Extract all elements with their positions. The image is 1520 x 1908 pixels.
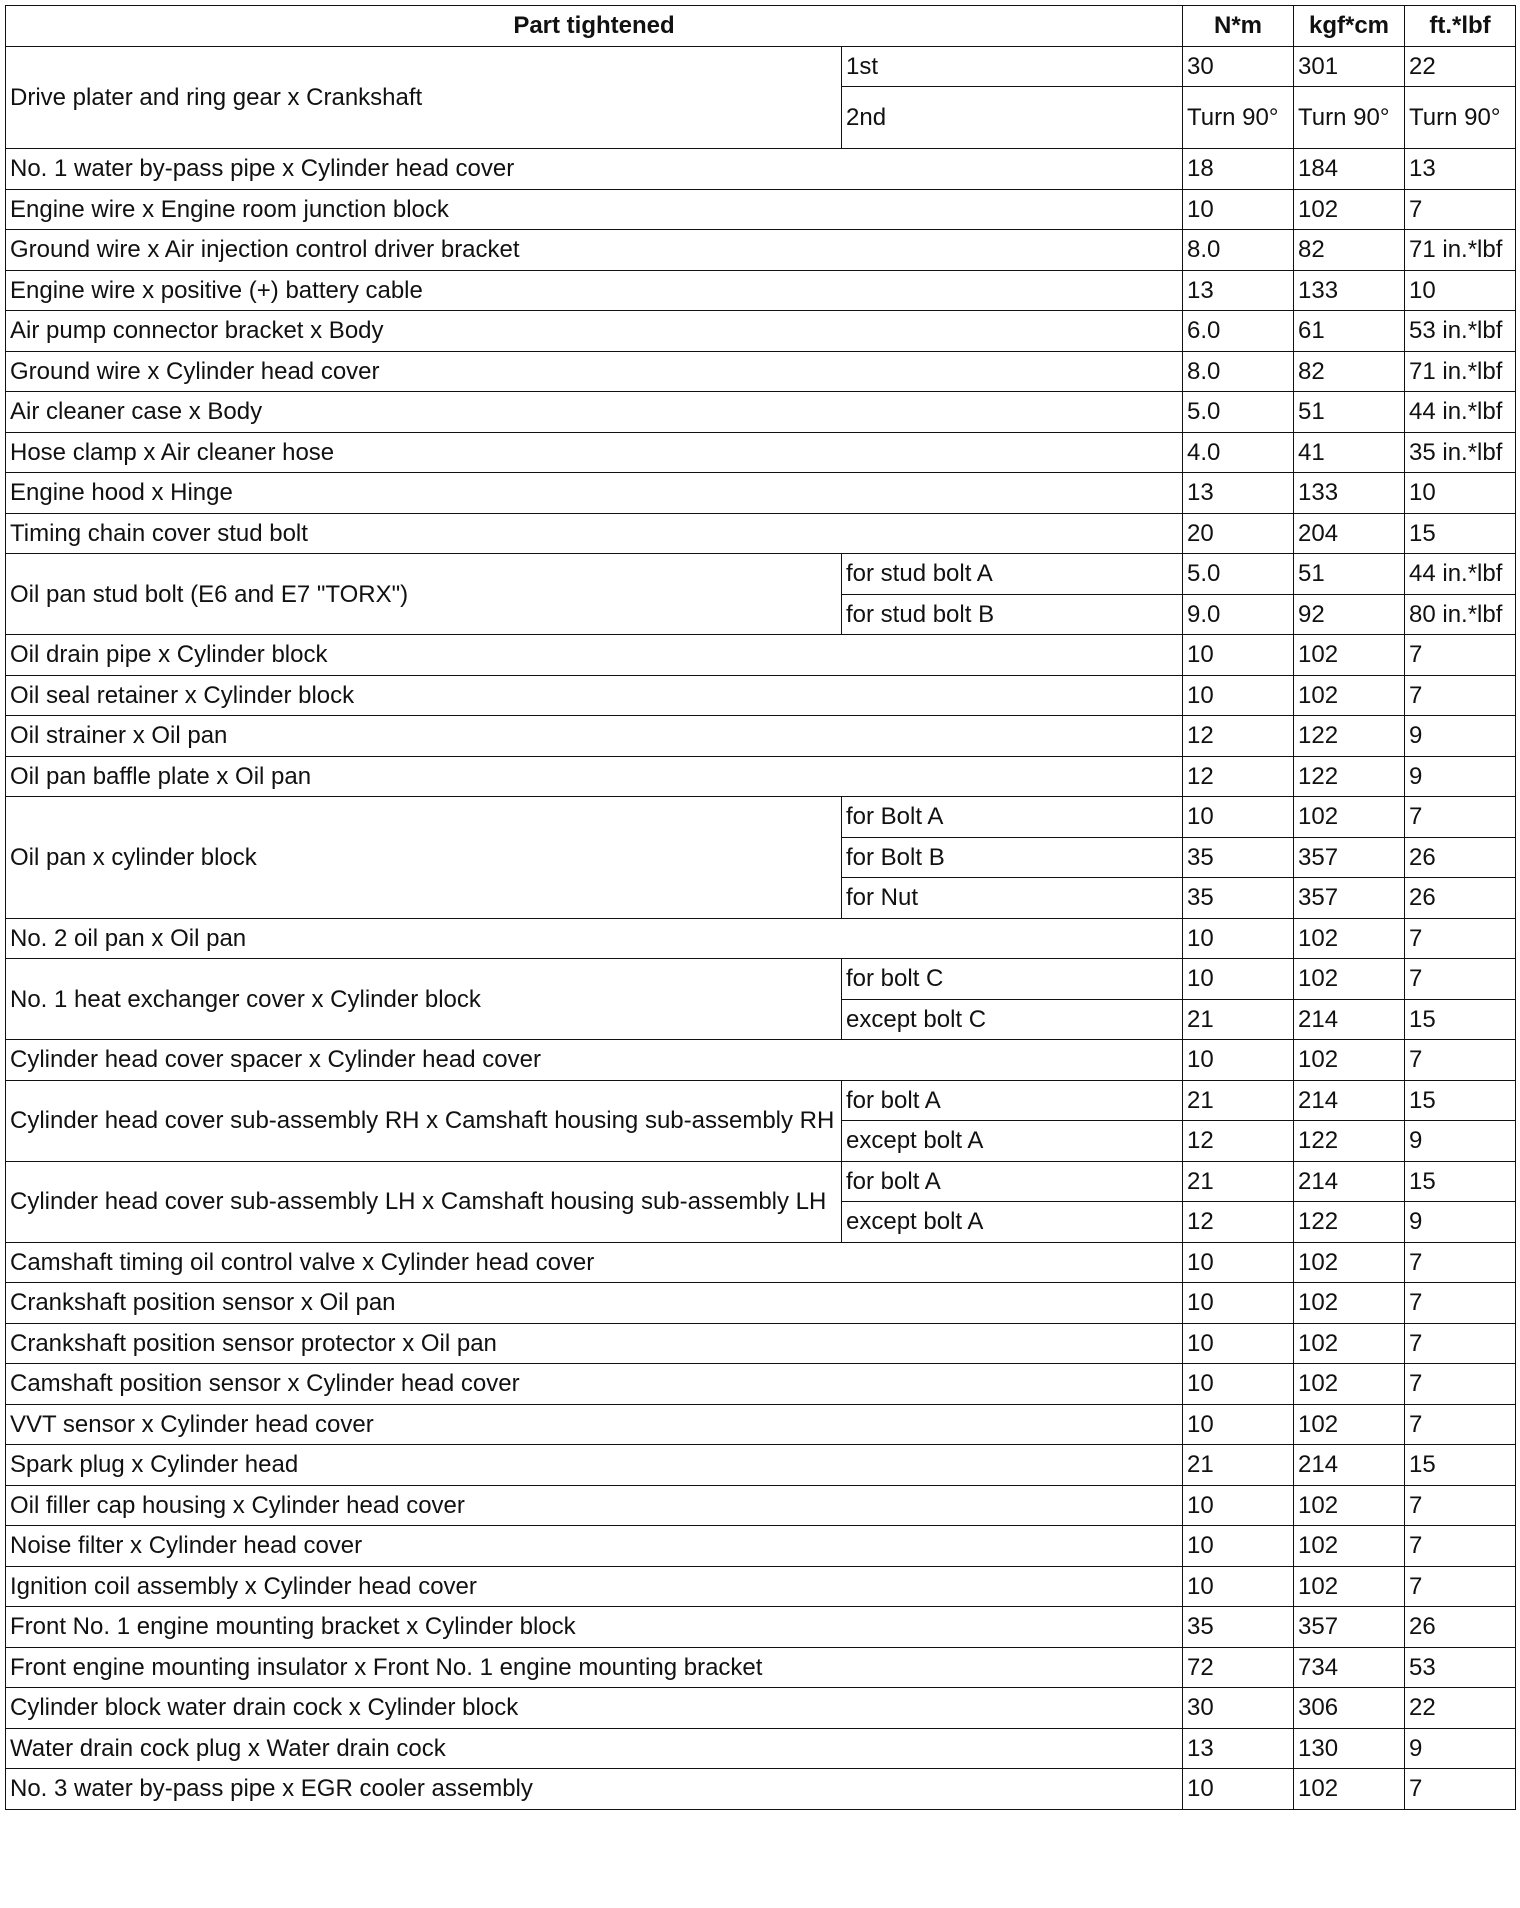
- table-row: [6, 1526, 1516, 1567]
- torque-kgfcm: 102: [1294, 1364, 1405, 1405]
- table-row: [6, 797, 1516, 838]
- table-row: [6, 46, 1516, 87]
- torque-ftlbf: 7: [1405, 1769, 1516, 1810]
- table-row: [6, 513, 1516, 554]
- table-row: [6, 1445, 1516, 1486]
- torque-kgfcm: 102: [1294, 1323, 1405, 1364]
- torque-kgfcm: 214: [1294, 1445, 1405, 1486]
- part-name: Ignition coil assembly x Cylinder head cover: [6, 1566, 1183, 1607]
- torque-kgfcm: 102: [1294, 1566, 1405, 1607]
- torque-kgfcm: 357: [1294, 878, 1405, 919]
- torque-ftlbf: 7: [1405, 918, 1516, 959]
- condition: except bolt A: [842, 1121, 1183, 1162]
- torque-ftlbf: 15: [1405, 1445, 1516, 1486]
- part-name: Cylinder head cover spacer x Cylinder head cover: [6, 1040, 1183, 1081]
- torque-kgfcm: 82: [1294, 351, 1405, 392]
- torque-kgfcm: 102: [1294, 189, 1405, 230]
- table-row: [6, 1040, 1516, 1081]
- torque-kgfcm: 102: [1294, 1404, 1405, 1445]
- torque-ftlbf: 7: [1405, 1323, 1516, 1364]
- torque-ftlbf: 10: [1405, 473, 1516, 514]
- part-name: Engine wire x Engine room junction block: [6, 189, 1183, 230]
- torque-ftlbf: 9: [1405, 1202, 1516, 1243]
- condition: for stud bolt A: [842, 554, 1183, 595]
- torque-specification-table: [5, 5, 1516, 1810]
- condition: for stud bolt B: [842, 594, 1183, 635]
- torque-kgfcm: 102: [1294, 959, 1405, 1000]
- condition: for bolt C: [842, 959, 1183, 1000]
- torque-ftlbf: Turn 90°: [1405, 87, 1516, 149]
- part-name: Spark plug x Cylinder head: [6, 1445, 1183, 1486]
- part-name: No. 2 oil pan x Oil pan: [6, 918, 1183, 959]
- torque-ftlbf: 7: [1405, 1040, 1516, 1081]
- torque-kgfcm: 102: [1294, 1242, 1405, 1283]
- torque-ftlbf: 10: [1405, 270, 1516, 311]
- part-name: Hose clamp x Air cleaner hose: [6, 432, 1183, 473]
- torque-nm: 10: [1183, 1323, 1294, 1364]
- condition: for bolt A: [842, 1161, 1183, 1202]
- header-part-tightened: Part tightened: [6, 6, 1183, 47]
- torque-ftlbf: 53 in.*lbf: [1405, 311, 1516, 352]
- torque-nm: 10: [1183, 1364, 1294, 1405]
- table-row: [6, 716, 1516, 757]
- torque-kgfcm: 92: [1294, 594, 1405, 635]
- table-row: [6, 756, 1516, 797]
- table-row: [6, 473, 1516, 514]
- torque-kgfcm: 133: [1294, 270, 1405, 311]
- torque-nm: 10: [1183, 635, 1294, 676]
- torque-nm: 10: [1183, 1769, 1294, 1810]
- torque-ftlbf: 7: [1405, 797, 1516, 838]
- torque-nm: 21: [1183, 1080, 1294, 1121]
- torque-kgfcm: 357: [1294, 837, 1405, 878]
- table-row: [6, 1566, 1516, 1607]
- torque-nm: 12: [1183, 1121, 1294, 1162]
- torque-ftlbf: 7: [1405, 1364, 1516, 1405]
- torque-nm: 35: [1183, 837, 1294, 878]
- torque-kgfcm: 184: [1294, 149, 1405, 190]
- part-name: No. 1 heat exchanger cover x Cylinder block: [6, 959, 842, 1040]
- condition: except bolt A: [842, 1202, 1183, 1243]
- part-name: Front engine mounting insulator x Front No. 1 engine mounting bracket: [6, 1647, 1183, 1688]
- torque-kgfcm: 102: [1294, 1040, 1405, 1081]
- part-name: Air cleaner case x Body: [6, 392, 1183, 433]
- torque-kgfcm: 102: [1294, 635, 1405, 676]
- header-kgfcm: kgf*cm: [1294, 6, 1405, 47]
- torque-nm: 21: [1183, 1161, 1294, 1202]
- part-name: Camshaft position sensor x Cylinder head cover: [6, 1364, 1183, 1405]
- torque-ftlbf: 44 in.*lbf: [1405, 392, 1516, 433]
- torque-nm: 10: [1183, 1040, 1294, 1081]
- torque-ftlbf: 13: [1405, 149, 1516, 190]
- table-row: [6, 675, 1516, 716]
- torque-nm: 12: [1183, 756, 1294, 797]
- part-name: Oil filler cap housing x Cylinder head cover: [6, 1485, 1183, 1526]
- torque-nm: 18: [1183, 149, 1294, 190]
- torque-kgfcm: 82: [1294, 230, 1405, 271]
- table-row: [6, 1485, 1516, 1526]
- torque-ftlbf: 9: [1405, 716, 1516, 757]
- table-row: [6, 1080, 1516, 1121]
- part-name: No. 3 water by-pass pipe x EGR cooler assembly: [6, 1769, 1183, 1810]
- torque-kgfcm: 214: [1294, 1161, 1405, 1202]
- torque-ftlbf: 44 in.*lbf: [1405, 554, 1516, 595]
- torque-nm: 12: [1183, 1202, 1294, 1243]
- table-row: [6, 1242, 1516, 1283]
- torque-kgfcm: 102: [1294, 918, 1405, 959]
- torque-nm: 13: [1183, 1728, 1294, 1769]
- torque-kgfcm: 214: [1294, 1080, 1405, 1121]
- torque-kgfcm: 306: [1294, 1688, 1405, 1729]
- torque-ftlbf: 15: [1405, 999, 1516, 1040]
- torque-ftlbf: 15: [1405, 1080, 1516, 1121]
- torque-kgfcm: 122: [1294, 756, 1405, 797]
- torque-kgfcm: 51: [1294, 554, 1405, 595]
- torque-nm: 10: [1183, 1283, 1294, 1324]
- torque-ftlbf: 7: [1405, 1404, 1516, 1445]
- header-nm: N*m: [1183, 6, 1294, 47]
- torque-nm: 20: [1183, 513, 1294, 554]
- part-name: Oil pan baffle plate x Oil pan: [6, 756, 1183, 797]
- torque-nm: 10: [1183, 918, 1294, 959]
- torque-ftlbf: 53: [1405, 1647, 1516, 1688]
- torque-nm: 13: [1183, 473, 1294, 514]
- header-ftlbf: ft.*lbf: [1405, 6, 1516, 47]
- torque-nm: 30: [1183, 46, 1294, 87]
- table-row: [6, 230, 1516, 271]
- torque-ftlbf: 15: [1405, 513, 1516, 554]
- torque-ftlbf: 7: [1405, 959, 1516, 1000]
- condition: 2nd: [842, 87, 1183, 149]
- header-row: [6, 6, 1516, 47]
- torque-kgfcm: 51: [1294, 392, 1405, 433]
- torque-nm: 10: [1183, 189, 1294, 230]
- part-name: Engine wire x positive (+) battery cable: [6, 270, 1183, 311]
- torque-kgfcm: Turn 90°: [1294, 87, 1405, 149]
- part-name: Ground wire x Cylinder head cover: [6, 351, 1183, 392]
- part-name: Air pump connector bracket x Body: [6, 311, 1183, 352]
- torque-ftlbf: 7: [1405, 1242, 1516, 1283]
- torque-kgfcm: 122: [1294, 716, 1405, 757]
- table-row: [6, 1283, 1516, 1324]
- torque-kgfcm: 122: [1294, 1202, 1405, 1243]
- torque-nm: 4.0: [1183, 432, 1294, 473]
- table-row: [6, 392, 1516, 433]
- part-name: Oil pan stud bolt (E6 and E7 "TORX"): [6, 554, 842, 635]
- torque-ftlbf: 7: [1405, 1283, 1516, 1324]
- torque-ftlbf: 71 in.*lbf: [1405, 230, 1516, 271]
- torque-nm: 30: [1183, 1688, 1294, 1729]
- table-row: [6, 270, 1516, 311]
- part-name: Camshaft timing oil control valve x Cylinder head cover: [6, 1242, 1183, 1283]
- table-row: [6, 1728, 1516, 1769]
- torque-kgfcm: 102: [1294, 1485, 1405, 1526]
- torque-kgfcm: 130: [1294, 1728, 1405, 1769]
- torque-ftlbf: 7: [1405, 675, 1516, 716]
- table-row: [6, 1364, 1516, 1405]
- table-row: [6, 554, 1516, 595]
- part-name: Drive plater and ring gear x Crankshaft: [6, 46, 842, 149]
- part-name: No. 1 water by-pass pipe x Cylinder head cover: [6, 149, 1183, 190]
- part-name: Oil drain pipe x Cylinder block: [6, 635, 1183, 676]
- torque-nm: 5.0: [1183, 392, 1294, 433]
- torque-nm: 10: [1183, 959, 1294, 1000]
- part-name: Cylinder head cover sub-assembly LH x Camshaft housing sub-assembly LH: [6, 1161, 842, 1242]
- torque-kgfcm: 204: [1294, 513, 1405, 554]
- table-row: [6, 189, 1516, 230]
- torque-nm: 10: [1183, 1526, 1294, 1567]
- torque-ftlbf: 26: [1405, 878, 1516, 919]
- torque-nm: 35: [1183, 1607, 1294, 1648]
- torque-ftlbf: 7: [1405, 1526, 1516, 1567]
- part-name: Engine hood x Hinge: [6, 473, 1183, 514]
- torque-ftlbf: 71 in.*lbf: [1405, 351, 1516, 392]
- part-name: Noise filter x Cylinder head cover: [6, 1526, 1183, 1567]
- torque-ftlbf: 22: [1405, 1688, 1516, 1729]
- part-name: Oil strainer x Oil pan: [6, 716, 1183, 757]
- torque-ftlbf: 9: [1405, 1728, 1516, 1769]
- torque-ftlbf: 7: [1405, 635, 1516, 676]
- torque-kgfcm: 41: [1294, 432, 1405, 473]
- torque-ftlbf: 15: [1405, 1161, 1516, 1202]
- torque-ftlbf: 35 in.*lbf: [1405, 432, 1516, 473]
- table-row: [6, 432, 1516, 473]
- part-name: Crankshaft position sensor x Oil pan: [6, 1283, 1183, 1324]
- part-name: Cylinder head cover sub-assembly RH x Camshaft housing sub-assembly RH: [6, 1080, 842, 1161]
- torque-kgfcm: 214: [1294, 999, 1405, 1040]
- torque-kgfcm: 133: [1294, 473, 1405, 514]
- torque-nm: 12: [1183, 716, 1294, 757]
- table-row: [6, 1404, 1516, 1445]
- table-row: [6, 1161, 1516, 1202]
- part-name: Crankshaft position sensor protector x Oil pan: [6, 1323, 1183, 1364]
- torque-ftlbf: 26: [1405, 837, 1516, 878]
- torque-ftlbf: 7: [1405, 1566, 1516, 1607]
- table-row: [6, 635, 1516, 676]
- table-row: [6, 149, 1516, 190]
- torque-nm: 10: [1183, 1404, 1294, 1445]
- torque-kgfcm: 301: [1294, 46, 1405, 87]
- torque-kgfcm: 102: [1294, 797, 1405, 838]
- table-row: [6, 1607, 1516, 1648]
- torque-ftlbf: 7: [1405, 1485, 1516, 1526]
- torque-kgfcm: 102: [1294, 1283, 1405, 1324]
- torque-ftlbf: 7: [1405, 189, 1516, 230]
- torque-kgfcm: 357: [1294, 1607, 1405, 1648]
- table-row: [6, 959, 1516, 1000]
- table-row: [6, 1647, 1516, 1688]
- torque-nm: 10: [1183, 797, 1294, 838]
- torque-nm: 8.0: [1183, 351, 1294, 392]
- torque-kgfcm: 102: [1294, 1769, 1405, 1810]
- table-row: [6, 311, 1516, 352]
- torque-nm: 10: [1183, 1242, 1294, 1283]
- torque-ftlbf: 9: [1405, 1121, 1516, 1162]
- torque-nm: 10: [1183, 675, 1294, 716]
- torque-nm: 35: [1183, 878, 1294, 919]
- condition: for bolt A: [842, 1080, 1183, 1121]
- condition: for Bolt B: [842, 837, 1183, 878]
- part-name: Water drain cock plug x Water drain cock: [6, 1728, 1183, 1769]
- part-name: Oil seal retainer x Cylinder block: [6, 675, 1183, 716]
- part-name: VVT sensor x Cylinder head cover: [6, 1404, 1183, 1445]
- torque-ftlbf: 9: [1405, 756, 1516, 797]
- torque-nm: 10: [1183, 1566, 1294, 1607]
- condition: except bolt C: [842, 999, 1183, 1040]
- part-name: Cylinder block water drain cock x Cylinder block: [6, 1688, 1183, 1729]
- torque-nm: 21: [1183, 999, 1294, 1040]
- torque-ftlbf: 80 in.*lbf: [1405, 594, 1516, 635]
- torque-nm: Turn 90°: [1183, 87, 1294, 149]
- table-row: [6, 918, 1516, 959]
- torque-kgfcm: 734: [1294, 1647, 1405, 1688]
- condition: 1st: [842, 46, 1183, 87]
- part-name: Timing chain cover stud bolt: [6, 513, 1183, 554]
- table-row: [6, 351, 1516, 392]
- torque-kgfcm: 102: [1294, 675, 1405, 716]
- table-row: [6, 1323, 1516, 1364]
- torque-kgfcm: 61: [1294, 311, 1405, 352]
- torque-nm: 8.0: [1183, 230, 1294, 271]
- condition: for Bolt A: [842, 797, 1183, 838]
- torque-nm: 13: [1183, 270, 1294, 311]
- torque-ftlbf: 22: [1405, 46, 1516, 87]
- part-name: Front No. 1 engine mounting bracket x Cylinder block: [6, 1607, 1183, 1648]
- torque-nm: 5.0: [1183, 554, 1294, 595]
- torque-nm: 72: [1183, 1647, 1294, 1688]
- condition: for Nut: [842, 878, 1183, 919]
- torque-nm: 10: [1183, 1485, 1294, 1526]
- table-row: [6, 1688, 1516, 1729]
- torque-ftlbf: 26: [1405, 1607, 1516, 1648]
- torque-kgfcm: 122: [1294, 1121, 1405, 1162]
- part-name: Oil pan x cylinder block: [6, 797, 842, 919]
- torque-nm: 21: [1183, 1445, 1294, 1486]
- table-row: [6, 1769, 1516, 1810]
- torque-nm: 9.0: [1183, 594, 1294, 635]
- torque-nm: 6.0: [1183, 311, 1294, 352]
- part-name: Ground wire x Air injection control driver bracket: [6, 230, 1183, 271]
- table-body: [6, 46, 1516, 1809]
- torque-kgfcm: 102: [1294, 1526, 1405, 1567]
